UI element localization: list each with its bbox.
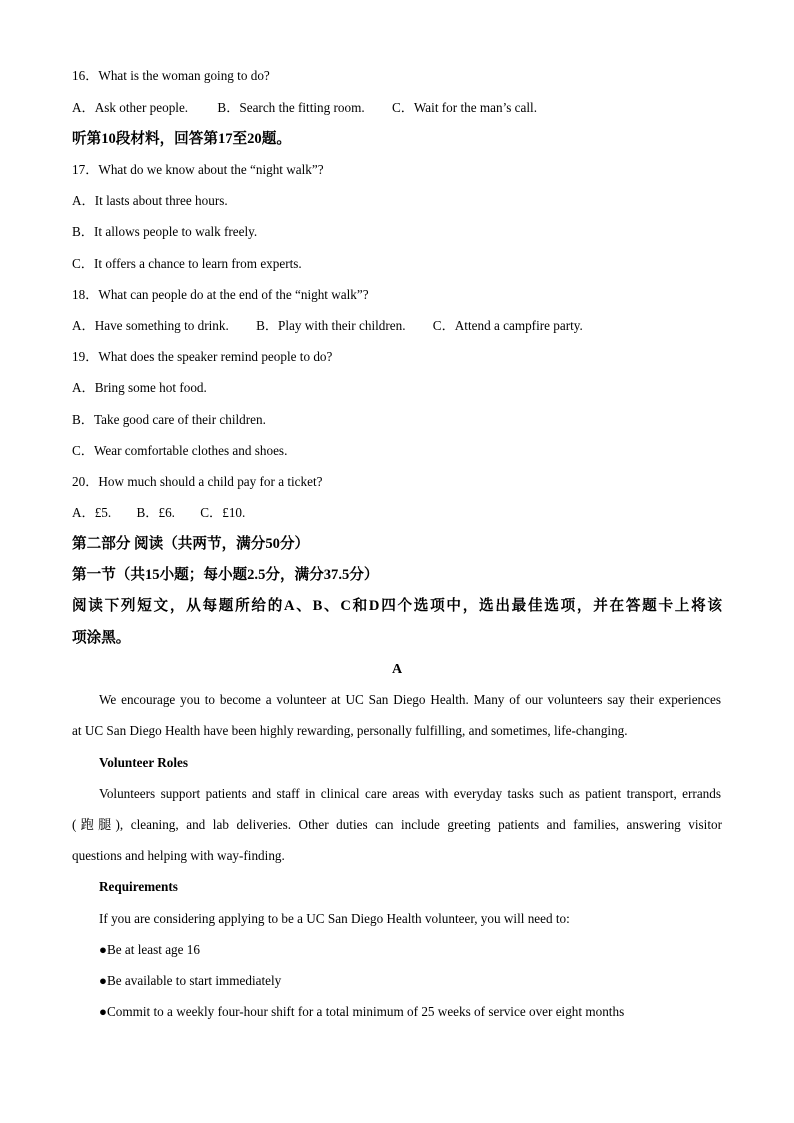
q18-option-b: B．Play with their children. [256,318,406,333]
q20-options [72,505,245,521]
roles-line2: (跑腿), cleaning, and lab deliveries. Other duties can include greeting patients and families, answering visitor [72,817,722,832]
q19-option-c: C．Wear comfortable clothes and shoes. [72,443,288,458]
section1-heading: 第一节（共15小题；每小题2.5分，满分37.5分） [72,567,379,583]
q16-option-a: A．Ask other people. [72,100,189,115]
requirements-heading: Requirements [99,879,178,894]
q19-option-a: A．Bring some hot food. [72,380,207,395]
q20-option-a: A．£5. [72,505,112,520]
q16-option-b: B．Search the fitting room. [217,100,365,115]
requirement-item: ●Be at least age 16 [99,942,200,957]
volunteer-roles-heading: Volunteer Roles [99,755,189,770]
requirements-intro: If you are considering applying to be a UC San Diego Health volunteer, you will need to: [99,911,570,926]
q17-option-a: A．It lasts about three hours. [72,193,228,208]
passage-intro-line2: at UC San Diego Health have been highly rewarding, personally fulfilling, and sometimes, life-changing. [72,723,628,738]
reading-instruction-line2: 项涂黑。 [72,630,131,646]
part2-heading: 第二部分 阅读（共两节，满分50分） [72,536,310,552]
q16-options [72,100,537,116]
q16-option-c: C．Wait for the man’s call. [391,100,537,115]
q20-stem: 20．How much should a child pay for a ticket? [72,474,323,489]
q20-option-b: B．£6. [136,505,175,520]
q17-option-b: B．It allows people to walk freely. [72,224,258,239]
q19-stem: 19．What does the speaker remind people to do? [72,349,333,364]
passage-label: A [391,662,403,677]
reading-instruction-line1: 阅读下列短文，从每题所给的A、B、C和D四个选项中，选出最佳选项，并在答题卡上将该 [72,598,722,614]
q18-options [72,318,583,334]
passage-intro-line1: We encourage you to become a volunteer at UC San Diego Health. Many of our volunteers say their experiences [99,692,721,707]
requirement-item: ●Commit to a weekly four-hour shift for a total minimum of 25 weeks of service over eight months [99,1004,625,1019]
section10-instruction: 听第10段材料，回答第17至20题。 [72,131,291,147]
q18-option-a: A．Have something to drink. [72,318,229,333]
q16-stem: 16．What is the woman going to do? [72,68,270,83]
q17-stem: 17．What do we know about the “night walk”? [72,162,324,177]
requirement-item: ●Be available to start immediately [99,973,282,988]
roles-line3: questions and helping with way-finding. [72,848,285,863]
q17-option-c: C．It offers a chance to learn from experts. [72,256,302,271]
q20-option-c: C．£10. [200,505,246,520]
q18-stem: 18．What can people do at the end of the “night walk”? [72,287,369,302]
roles-line1: Volunteers support patients and staff in clinical care areas with everyday tasks such as patient transport, errands [99,786,721,801]
q19-option-b: B．Take good care of their children. [72,412,266,427]
q18-option-c: C．Attend a campfire party. [432,318,583,333]
